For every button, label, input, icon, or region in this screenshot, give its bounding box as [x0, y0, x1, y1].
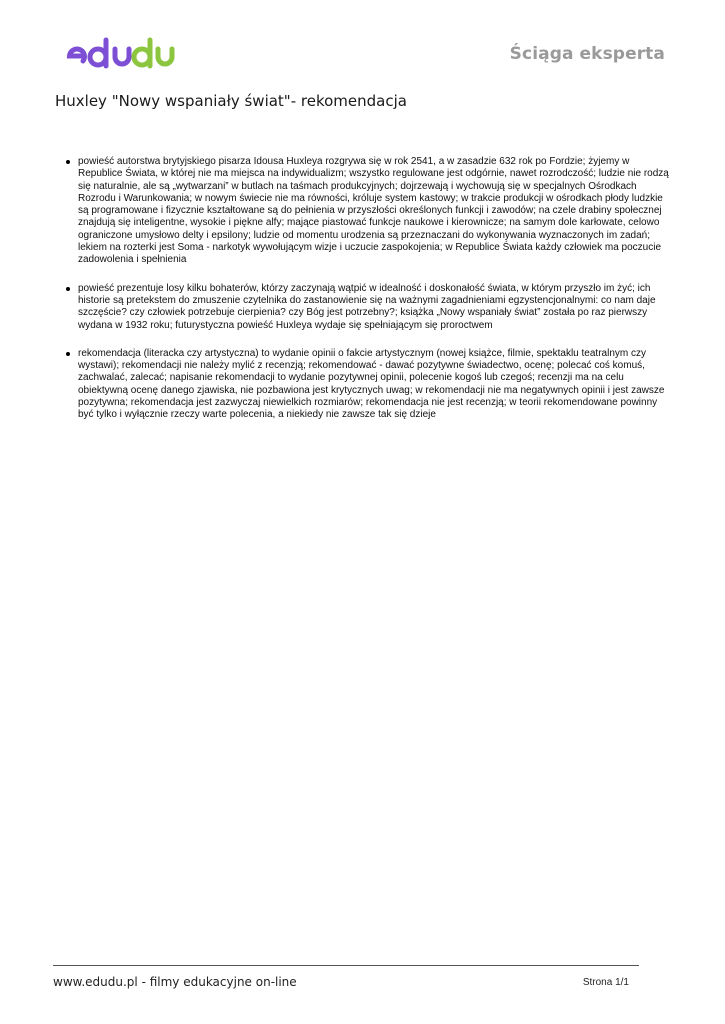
- footer-divider: [53, 965, 639, 966]
- footer-site-link[interactable]: www.edudu.pl - filmy edukacyjne on-line: [53, 975, 297, 989]
- bullet-dot-icon: [66, 287, 70, 291]
- bullet-list: [55, 156, 670, 422]
- bullet-dot-icon: [66, 160, 70, 164]
- header-tagline: Ściąga eksperta: [509, 44, 665, 64]
- list-item: [55, 283, 670, 332]
- bullet-dot-icon: [66, 352, 70, 356]
- page-header: [0, 0, 725, 90]
- list-item-text: powieść prezentuje losy kilku bohaterów, którzy zaczynają wątpić w idealność i doskonałość świata, w którym przyszło im żyć; ich historie są pretekstem do zmuszenie czytelnika do zastanowienie się na ważnymi zagadnieniami egzystencjonalnymi: co nam daje szczęście? czy człowiek potrzebuje cierpienia? czy Bóg jest potrzebny?; książka „Nowy wspaniały świat” została po raz pierwszy wydana w 1932 roku; futurystyczna powieść Huxleya wydaje się spełniającym się proroctwem: [78, 282, 656, 331]
- page-number: Strona 1/1: [582, 977, 629, 988]
- document-title: Huxley "Nowy wspaniały świat"- rekomendacja: [55, 92, 407, 110]
- list-item: [55, 348, 670, 422]
- document-content: [55, 156, 670, 438]
- edudu-logo[interactable]: [66, 36, 176, 72]
- list-item-text: powieść autorstwa brytyjskiego pisarza Idousa Huxleya rozgrywa się w rok 2541, a w zasadzie 632 rok po Fordzie; żyjemy w Republice Świata, w której nie ma miejsca na indywidualizm; wszystko regulowane jest odgórnie, nawet rozrodczość; ludzie nie rodzą się naturalnie, ale są „wytwarzani” w butlach na taśmach produkcyjnych; dojrzewają i wychowują się w specjalnych Ośrodkach Rozrodu i Warunkowania; w nowym świecie nie ma równości, króluje system kastowy; w trakcie produkcji w ośrodkach płody ludzkie są programowane i fizycznie kształtowane są do pełnienia w przyszłości określonych funkcji i zawodów; na czele drabiny społecznej znajdują się inteligentne, wysokie i piękne alfy; mające piastować funkcje naukowe i kierownicze; na samym dole karłowate, celowo ograniczone umysłowo delty i epsilony; ludzie od momentu urodzenia są przeznaczani do wykonywania wyznaczonych im zadań; lekiem na rozterki jest Soma - narkotyk wywołującym wizje i uczucie zaspokojenia; w Republice Świata każdy człowiek ma poczucie zadowolenia i spełnienia: [78, 156, 669, 266]
- list-item: [55, 156, 670, 267]
- list-item-text: rekomendacja (literacka czy artystyczna) to wydanie opinii o fakcie artystycznym (nowej książce, filmie, spektaklu teatralnym czy wystawi); rekomendacji nie należy mylić z recenzją; rekomendować - dawać pozytywne świadectwo, ocenę; polecać coś komuś, zachwalać, zalecać; napisanie rekomendacji to wydanie pozytywnej opinii, polecenie kogoś lub czegoś; recenzji ma na celu obiektywną ocenę danego zjawiska, nie pozbawiona jest krytycznych uwag; w rekomendacji nie ma negatywnych opinii i jest zawsze pozytywna; rekomendacja jest zazwyczaj niewielkich rozmiarów; rekomendacja nie jest recenzją; w teorii rekomendowane powinny być tylko i wyłącznie rzeczy warte polecenia, a niekiedy nie zawsze tak się dzieje: [78, 347, 665, 421]
